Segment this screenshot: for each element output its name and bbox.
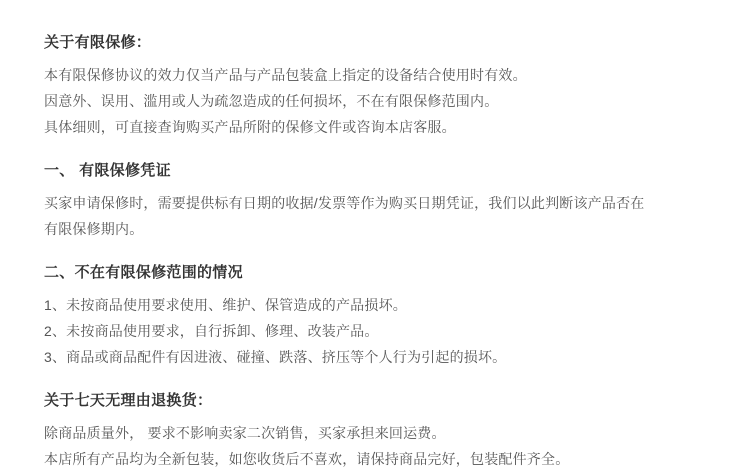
section-paragraph: 1、未按商品使用要求使用、维护、保管造成的产品损坏。	[44, 297, 407, 313]
section-heading: 二、不在有限保修范围的情况	[44, 264, 243, 281]
section-paragraph: 本有限保修协议的效力仅当产品与产品包装盒上指定的设备结合使用时有效。	[44, 67, 527, 83]
section-paragraph: 3、商品或商品配件有因进液、碰撞、跌落、挤压等个人行为引起的损坏。	[44, 349, 507, 365]
section-paragraph: 有限保修期内。	[44, 221, 144, 237]
section-paragraph: 因意外、误用、滥用或人为疏忽造成的任何损坏，不在有限保修范围内。	[44, 93, 499, 109]
section-warranty-exclusions	[44, 260, 706, 370]
section-heading: 关于有限保修：	[44, 34, 152, 51]
section-paragraph: 除商品质量外， 要求不影响卖家二次销售，买家承担来回运费。	[44, 425, 446, 441]
section-heading: 关于七天无理由退换货：	[44, 392, 213, 409]
section-paragraph: 本店所有产品均为全新包装，如您收货后不喜欢，请保持商品完好，包装配件齐全。	[44, 451, 570, 467]
section-paragraph: 2、未按商品使用要求，自行拆卸、修理、改装产品。	[44, 323, 379, 339]
section-warranty-proof	[44, 158, 706, 242]
section-paragraph: 买家申请保修时，需要提供标有日期的收据/发票等作为购买日期凭证，我们以此判断该产品否在	[44, 195, 645, 211]
section-warranty-intro	[44, 30, 706, 140]
section-heading: 一、 有限保修凭证	[44, 162, 171, 179]
section-paragraph: 具体细则，可直接查询购买产品所附的保修文件或咨询本店客服。	[44, 119, 456, 135]
section-seven-day-return	[44, 388, 706, 472]
